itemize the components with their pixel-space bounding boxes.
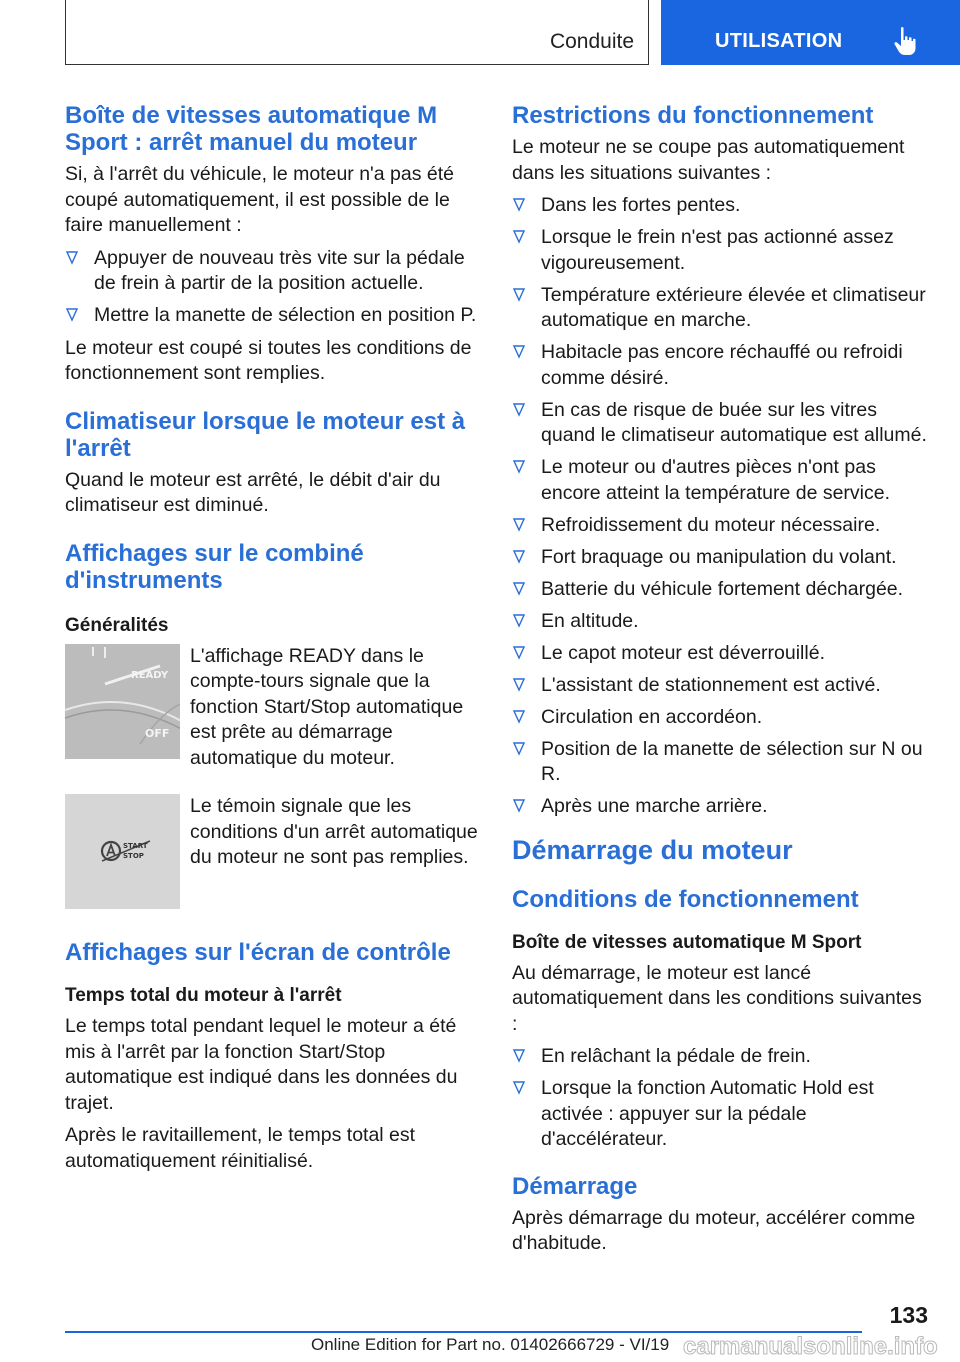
pointing-hand-icon (893, 26, 919, 56)
heading-engine-start: Démarrage du moteur (512, 834, 793, 865)
bullet-triangle-icon (66, 308, 78, 322)
bullet-triangle-icon (513, 345, 525, 359)
figure-ready (65, 644, 483, 779)
manual-stop-outro: Le moteur est coupé si toutes les conditions de fonctionnement sont remplies. (65, 336, 472, 384)
list-item: Dans les fortes pentes. (512, 193, 932, 219)
list-item: En altitude. (512, 609, 932, 635)
bullet-triangle-icon (513, 230, 525, 244)
heading-climate: Climatiseur lorsque le moteur est à l'arrêt (65, 407, 466, 462)
list-item: Position de la manette de sélection sur N ou R. (512, 737, 932, 788)
bullet-triangle-icon (513, 1081, 525, 1095)
bullet-triangle-icon (513, 614, 525, 628)
conditions-intro: Au démarrage, le moteur est lancé automatiquement dans les conditions suivantes : (512, 961, 922, 1035)
list-item: Lorsque la fonction Automatic Hold est activée : appuyer sur la pédale d'accélérateur. (512, 1076, 932, 1153)
list-item: Habitacle pas encore réchauffé ou refroidi comme désiré. (512, 340, 932, 391)
header-section: Conduite (549, 30, 634, 53)
list-item: Le moteur ou d'autres pièces n'ont pas encore atteint la température de service. (512, 455, 932, 506)
bullet-triangle-icon (513, 710, 525, 724)
ready-display-image (65, 644, 180, 759)
list-item: Appuyer de nouveau très vite sur la pédale de frein à partir de la position actuelle. (65, 246, 483, 297)
bullet-triangle-icon (513, 1049, 525, 1063)
manual-stop-intro: Si, à l'arrêt du véhicule, le moteur n'a pas été coupé automatiquement, il est possible de le faire manuellement : (65, 163, 454, 236)
start-stop-indicator-image (65, 794, 180, 909)
header-tab-label: UTILISATION (715, 30, 843, 52)
conditions-list (512, 1044, 932, 1153)
off-label: OFF (145, 726, 170, 740)
heading-restrictions: Restrictions du fonctionnement (512, 102, 874, 129)
subheading-general: Généralités (65, 614, 169, 636)
list-item: Le capot moteur est déverrouillé. (512, 641, 932, 667)
stop-label: STOP (123, 852, 144, 860)
ready-description: L'affichage READY dans le compte-tours signale que la fonction Start/Stop automatique est prête au démarrage automatique du moteur. (190, 644, 464, 769)
header-tab (661, 0, 960, 65)
header-box (65, 0, 649, 65)
figure-start-stop (65, 794, 483, 909)
heading-starting: Démarrage (512, 1172, 638, 1200)
bullet-triangle-icon (513, 742, 525, 756)
list-item: En relâchant la pédale de frein. (512, 1044, 932, 1070)
list-item: Mettre la manette de sélection en position P. (65, 303, 483, 329)
watermark: carmanualsonline.info (683, 1333, 938, 1360)
bullet-triangle-icon (66, 251, 78, 265)
left-column (65, 102, 483, 1181)
starting-text: Après démarrage du moteur, accélérer comme d'habitude. (512, 1206, 916, 1254)
subheading-total-time: Temps total du moteur à l'arrêt (65, 985, 342, 1006)
subheading-m-sport: Boîte de vitesses automatique M Sport (512, 931, 862, 953)
restrictions-intro: Le moteur ne se coupe pas automatiquement dans les situations suivantes : (512, 136, 905, 184)
manual-stop-list (65, 246, 483, 329)
bullet-triangle-icon (513, 460, 525, 474)
heading-operating-conditions: Conditions de fonctionnement (512, 885, 859, 913)
start-stop-description: Le témoin signale que les conditions d'un arrêt automatique du moteur ne sont pas remplies. (190, 795, 478, 868)
ready-label: READY (131, 669, 169, 681)
list-item: Lorsque le frein n'est pas actionné assez vigoureusement. (512, 225, 932, 276)
bullet-triangle-icon (513, 198, 525, 212)
bullet-triangle-icon (513, 799, 525, 813)
list-item: Fort braquage ou manipulation du volant. (512, 545, 932, 571)
list-item: Après une marche arrière. (512, 794, 932, 820)
list-item: Température extérieure élevée et climatiseur automatique en marche. (512, 283, 932, 334)
bullet-triangle-icon (513, 518, 525, 532)
bullet-triangle-icon (513, 288, 525, 302)
bullet-triangle-icon (513, 678, 525, 692)
bullet-triangle-icon (513, 403, 525, 417)
edition-text: Online Edition for Part no. 01402666729 - VI/19 (311, 1335, 670, 1354)
total-time-reset-text: Après le ravitaillement, le temps total est automatiquement réinitialisé. (65, 1124, 416, 1172)
list-item: Circulation en accordéon. (512, 705, 932, 731)
list-item: En cas de risque de buée sur les vitres quand le climatiseur automatique est allumé. (512, 398, 932, 449)
bullet-triangle-icon (513, 582, 525, 596)
list-item: Refroidissement du moteur nécessaire. (512, 513, 932, 539)
bullet-triangle-icon (513, 550, 525, 564)
list-item: L'assistant de stationnement est activé. (512, 673, 932, 699)
right-column (512, 102, 932, 1264)
heading-instrument-displays: Affichages sur le combiné d'instruments (65, 539, 364, 594)
bullet-triangle-icon (513, 646, 525, 660)
climate-text: Quand le moteur est arrêté, le débit d'air du climatiseur est diminué. (65, 468, 441, 516)
restrictions-list (512, 193, 932, 820)
total-time-text: Le temps total pendant lequel le moteur a été mis à l'arrêt par la fonction Start/Stop automatique est indiqué dans les données du trajet. (65, 1015, 458, 1114)
heading-manual-stop: Boîte de vitesses automatique M Sport : arrêt manuel du moteur (65, 102, 438, 156)
heading-control-display: Affichages sur l'écran de contrôle (65, 939, 451, 966)
list-item: Batterie du véhicule fortement déchargée. (512, 577, 932, 603)
start-label: START (123, 842, 148, 850)
page-number: 133 (889, 1302, 928, 1328)
